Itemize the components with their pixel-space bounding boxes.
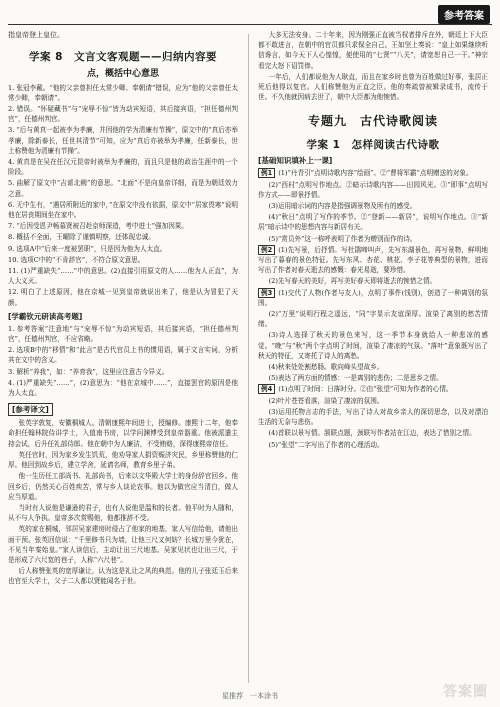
tip-item: 1. 参考答案“注意地”与“宠辱不惊”为动宾短语，其后接宾语，“担任德州判官”，任德州判官，不应省略。 <box>8 324 238 344</box>
list-item: 8. 概括不全面，王曜除了谨慎明察，还体现忠诚。 <box>8 233 155 242</box>
top-line: 指皇帝登上皇位。 <box>8 31 64 39</box>
list-item: 10. 选项C中的“不肯辞官”，不符合原文意思。 <box>8 255 145 264</box>
translation-paragraph: 他一生历任工部尚书、礼部尚书，后来以文华殿大学士的身份辞官回乡。他回乡后，仍然关心百姓疾苦，常与乡人谈论农事。他以为做官应当清白，做人应当厚道。 <box>8 472 238 501</box>
translation-paragraph: 当时有人说他是谦逊的君子，也有人说他是温和的长者。他平时为人随和，从不与人争执。皇帝多次赏赐他，他都推辞不受。 <box>8 503 238 523</box>
chapter-title: 专题九 古代诗歌阅读 <box>307 114 438 129</box>
example-label: 例4 <box>258 384 275 394</box>
list-item: 7. “后因受恩尹畅慕贤被召赴京师深造，考中进士”强加因果。 <box>8 222 188 231</box>
example-item: (2)“万里”说明行程之遥远，“同”字显示友谊深厚。渲染了离别的愁苦情绪。 <box>258 310 488 329</box>
example-label: 例2 <box>258 245 275 255</box>
translation-paragraph: 英任官时，因为家乡发生饥荒，他劝导家人捐资赈济灾民，乡里称赞他的仁厚。他回到故乡后，建立学舍，延请名师，教育乡里子弟。 <box>8 450 238 470</box>
list-item: 5. 曲解了原文中“吉谑北阙”的意思。“北面”不是向皇帝详细，而是为朝廷效力之意。 <box>8 179 238 198</box>
list-item: 2. 错误。“怀疑藏书”与“宠辱不惊”皆为动宾短语，其后接宾语，“担任德州判官”，任德州判官。 <box>8 105 238 124</box>
section-subtitle-8: 点，概括中心意思 <box>86 68 159 79</box>
example-item: 例2 (1)先写景，后抒情。写杜鹃啼叫声，先写东湖景色，再写景物，鲜明地写出了暮春的景色特征。先写东风、杏花、桃花、李子花等典型的景物，进而写出了作者对春天逝去的感慨：春光易逝，要珍惜。 <box>258 245 488 275</box>
list-item: 11. (1)严重缺失“……”中的意思。(2)直接引用原文的人……他为人正直”，为人大义灭。 <box>8 267 238 286</box>
answer-key-tag: 参考答案 <box>438 5 490 24</box>
example-item: (2)叶片苍苍看落，渲染了凄凉的氛围。 <box>268 396 384 405</box>
section-title-1: 学案 1 怎样阅读古代诗歌 <box>306 139 440 152</box>
section-title-8: 学案 8 文言文客观题——归纳内容要 <box>29 50 217 63</box>
list-item: 9. 选项A中“后来一度被罢职”，只是因为他为人太直。 <box>8 244 167 253</box>
list-item: 3. “后与黄真一起被李为孝廉，并因他的学为清廉有节操”，原文中的“真后亦举孝廉，除新泰长，任世其清节”可知，应为“真后亦被举为孝廉，任新泰长，世上称赞他为清廉有节操”。 <box>8 126 238 155</box>
example-item: (4)“秋日”点明了写作的季节。②“登新——新居”，说明写作地点。③“新居”暗示诗中的思想内容与新居有关。 <box>258 213 488 232</box>
translation-paragraph: 张英字敦复，安徽桐城人。清朝康熙年间进士，授编修。康熙十二年，他奉命担任翰林院侍讲学士，入值南书房，以学问渊博受到皇帝器重。他被派遣主持会试，后升任礼部侍郎。他在朝中为人廉洁，不受贿赂，深得康熙帝信任。 <box>8 419 238 448</box>
example-item: (4)秋来处处割愁肠。歌向峰头望故乡。 <box>268 363 384 372</box>
example-label: 例3 <box>258 288 275 298</box>
example-item: 例4 (1)点明了时间：日落时分。②由“张望”可知为作者的心情。 <box>258 384 488 394</box>
example-item: (3)运用托物言志的手法，写出了诗人对故乡亲人的深切思念，以及对漂泊生活的无奈与悲伤。 <box>258 407 488 427</box>
list-item: 6. 无中生有，“遇居所附近的家中，”在原文中没有依据，原文中“居家畏寒”说明他在居丧期间坐在家中。 <box>8 200 238 220</box>
example-item: (3)运用暗示词的内容是指强调景物及所有的感受。 <box>268 202 417 211</box>
column-divider <box>248 34 249 683</box>
basic-knowledge-heading: [基础知识填补上一课] <box>258 156 333 166</box>
example-item: 例1 (1)“丹青引”点明诗歌内容“绘画”。②“曹将军霸”点明赠送的对象。 <box>258 168 488 178</box>
translation-paragraph: 后人称赞张英的宽厚谦让，认为这是礼让之风的典范。他的儿子张廷玉后来也官至大学士，父子二人都以贤能闻名于世。 <box>8 567 238 586</box>
watermark-logo: 答案圈 <box>443 684 488 700</box>
list-item: 4. 黄真是在吴在任汉元昆帝时被举为孝廉的，而且只是他的政治生涯中的一个阶段。 <box>8 158 238 177</box>
example-item: (5)“张望”二字写出了作者的心理活动。 <box>268 440 384 449</box>
example-item: (5)“赏员外”这一称呼表明了作者为赠别而作的诗。 <box>268 234 417 243</box>
left-column <box>8 30 238 588</box>
tip-item: 4. (1)严重缺失“……”，(2)意思为：“他在京城中……”，直接罢官的原因是他为人太直。 <box>8 378 238 398</box>
header-rule <box>8 24 492 25</box>
translation-heading: [参考译文] <box>8 403 53 416</box>
list-item: 12. 明白了上述原因，他在京城一见到皇帝就说出来了，他是认为冒犯了天颜。 <box>8 288 238 307</box>
intro-paragraph: 大多无法安身。二十年来，因为刚强正直被当权者排斥在外，朝廷上下大臣都不敢进言，在朝中的官员都只求保全自己。王如坚上奏说：“皇上如果继续听信谗言，如今天下人心惶惶，便使用的“七贤”“八关”，请宽恕自己一干。”神宗看完大怒下诏罚俸。 <box>258 31 488 70</box>
intro-paragraph: 一年后，人们都说他为人耿直，而且在家乡时也曾为百姓做过好事，张居正死后他得以复官。人们称赞他为正直之臣。他的奏疏曾被辑录成书，流传于世。不久他就因病去世了，朝中大臣都为他惋惜。 <box>258 72 488 102</box>
example-item: (3)诗人选择了秋天的景色来写，这一季节本身就给人一种悲凉的感觉。“晚”与“秋”两个字点明了时间，渲染了凄凉的气氛。“落叶”意象既写出了秋天的特征，又寄托了诗人的离愁。 <box>258 331 488 360</box>
right-column <box>258 30 488 451</box>
tips-heading: [学霸钦元研读高考题] <box>8 311 83 321</box>
list-item: 1. 张冠李戴。“他的父亲曾担任太常少卿、奉朝请”错误，应为“他的父亲曾任太常少卿，奉朝请”。 <box>8 83 238 102</box>
example-item: (4)首联以景写情。颔联点题，颈联写作者站在江边，表达了惜别之情。 <box>268 429 476 438</box>
example-item: (2)先写春天的美好，再写美好春天即将逝去的惋惜之情。 <box>268 277 437 286</box>
tip-item: 3. 解析“养我”，如：“养育我”，这里应注意古今异义。 <box>8 367 169 376</box>
tip-item: 2. 选项B中的“移情”和“此言”是古代官员上书的惯用语，属于文言实词，分析其在文中的含义。 <box>8 346 238 365</box>
page-footer: 星推荐 一本涂书 <box>222 692 278 700</box>
example-item: (5)表达了两方面的情感：一是离别的悲伤；二是思乡之情。 <box>268 374 443 383</box>
example-item: 例3 (1)交代了人物(作者与友人)，点明了事件(饯别)，创造了一种离别的氛围。 <box>258 288 488 307</box>
example-label: 例1 <box>258 168 275 178</box>
translation-paragraph: 英的家在桐城，邻居吴家建房时侵占了他家的地基，家人写信给他，请他出面干预。张英回信说：“千里修书只为墙，让他三尺又何妨？长城万里今犹在，不见当年秦始皇。”家人读信后，主动让出三尺地基。吴家见状也让出三尺，于是形成了六尺宽的巷子，人称“六尺巷”。 <box>8 525 238 564</box>
example-item: (2)“西村”点明写作地点。②暗示诗歌内容——田园风光。③“即事”点明写作方式——即景抒情。 <box>258 180 488 199</box>
